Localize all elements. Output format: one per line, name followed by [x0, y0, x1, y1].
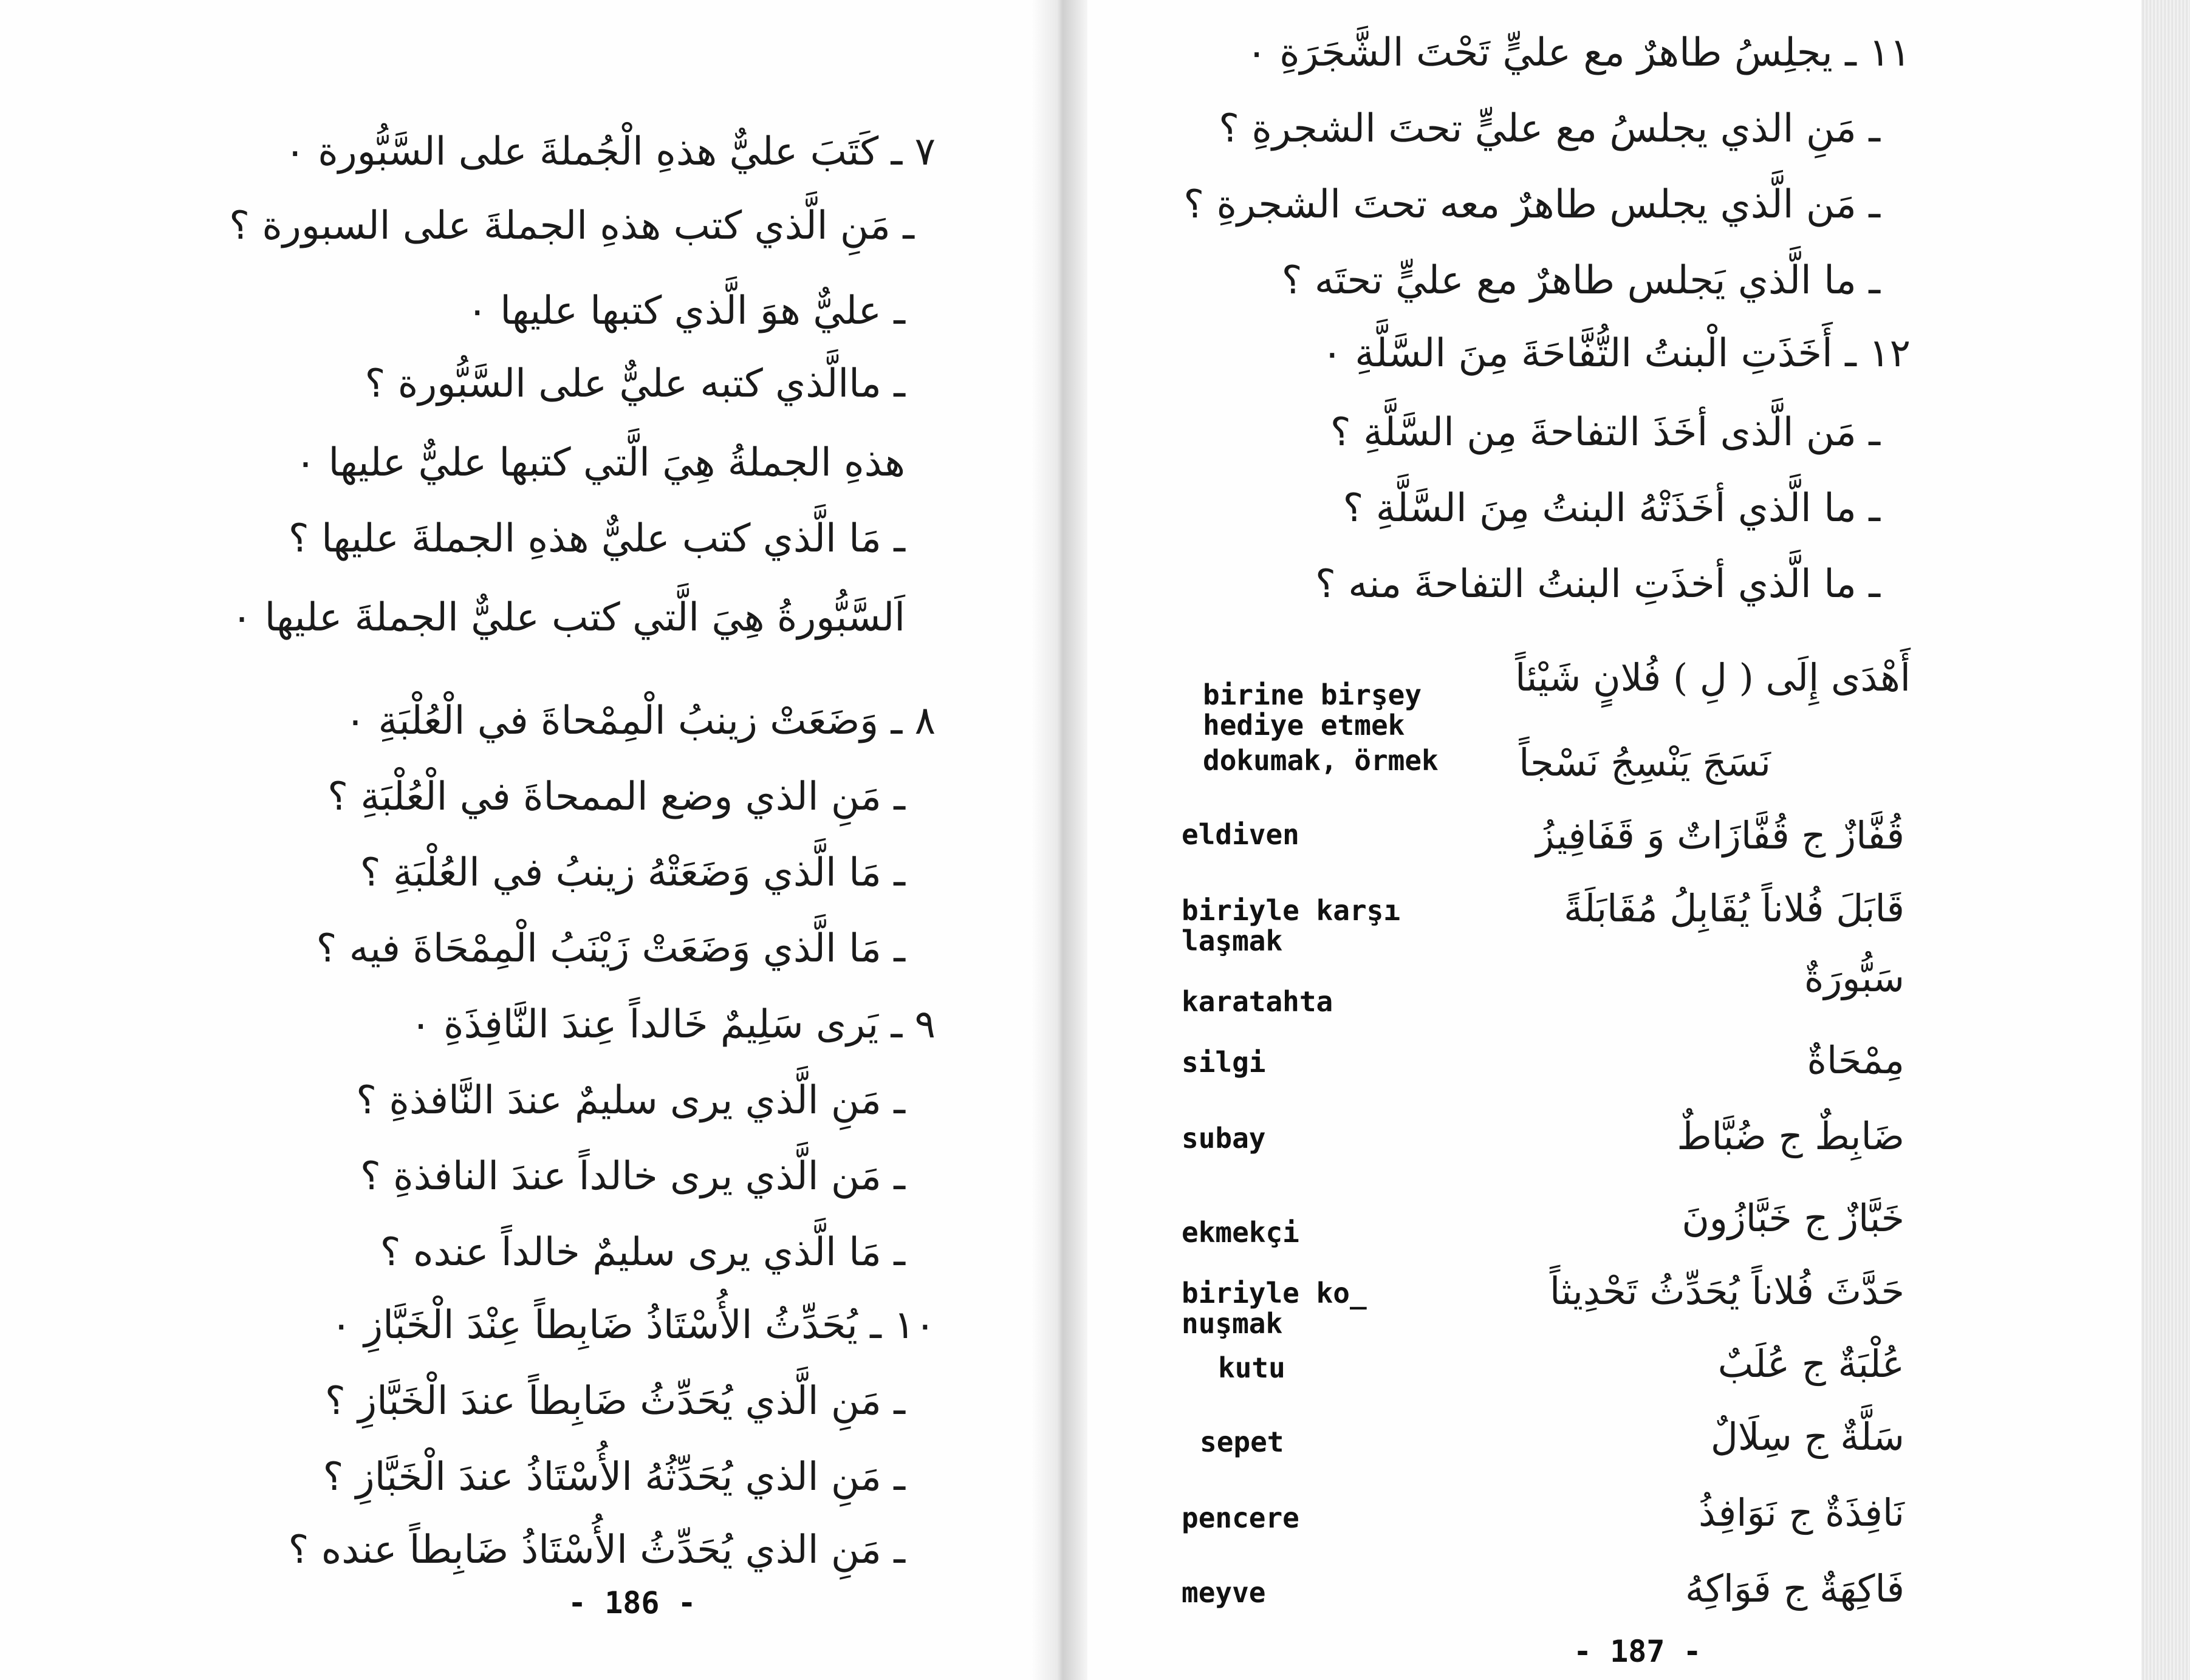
vocab-ar-8: خَبَّازٌ ج خَبَّازُونَ — [1682, 1196, 1904, 1240]
vocab-tr-11: sepet — [1200, 1426, 1284, 1458]
vocab-tr-1: birine birşey hediye etmek — [1203, 678, 1422, 742]
vocab-ar-10: عُلْبَةٌ ج عُلَبٌ — [1717, 1342, 1904, 1386]
left-line-3: ـ عليٌّ هوَ الَّذي كتبها عليها ٠ — [467, 289, 905, 333]
left-line-1: ٧ ـ كَتَبَ عليٌّ هذهِ الْجُملةَ على السَّبُّورة ٠ — [284, 129, 936, 174]
page-number-187: - 187 - — [1573, 1634, 1702, 1669]
vocab-tr-5: karatahta — [1182, 985, 1333, 1018]
left-line-17: ـ مَنِ الَّذي يُحَدِّثُ ضَابِطاً عندَ الْخَبَّازِ ؟ — [324, 1379, 905, 1424]
page-edge — [2141, 0, 2190, 1680]
vocab-ar-11: سَلَّةٌ ج سِلَالٌ — [1710, 1415, 1904, 1459]
page-number-186: - 186 - — [568, 1585, 696, 1620]
vocab-ar-2: نَسَجَ يَنْسِجُ نَسْجاً — [1519, 740, 1771, 785]
right-line-3: ـ مَن الَّذي يجلس طاهرٌ معه تحتَ الشجرةِ ؟ — [1183, 182, 1880, 227]
left-line-15: ـ مَا الَّذي يرى سليمٌ خالداً عنده ؟ — [380, 1230, 905, 1275]
vocab-tr-6: silgi — [1182, 1046, 1266, 1079]
right-line-6: ـ مَن الَّذى أخَذَ التفاحةَ مِن السَّلَّةِ ؟ — [1330, 410, 1880, 455]
vocab-ar-6: مِمْحَاةٌ — [1807, 1038, 1904, 1082]
left-line-9: ـ مَنِ الذي وضع الممحاةَ في الْعُلْبَةِ ؟ — [327, 774, 905, 819]
vocab-ar-1: أَهْدَى إِلَى ( لِ ) فُلانٍ شَيْئاً — [1515, 655, 1911, 700]
vocab-tr-9: biriyle ko_ nuşmak — [1182, 1277, 1367, 1340]
vocab-ar-7: ضَابِطٌ ج ضُبَّاطٌ — [1677, 1114, 1904, 1158]
book-gutter — [1033, 0, 1087, 1680]
left-line-8: ٨ ـ وَضَعَتْ زينبُ الْمِمْحاةَ في الْعُلْبَةِ ٠ — [344, 698, 936, 743]
vocab-tr-2: dokumak, örmek — [1203, 744, 1439, 777]
right-line-1: ١١ ـ يجلِسُ طاهرٌ مع عليٍّ تَحْتَ الشَّجَرَةِ ٠ — [1246, 30, 1911, 75]
left-line-2: ـ مَنِ الَّذي كتب هذهِ الجملةَ على السبورة ؟ — [229, 203, 914, 248]
vocab-ar-13: فَاكِهَةٌ ج فَوَاكِهُ — [1685, 1566, 1904, 1611]
vocab-tr-8: ekmekçi — [1182, 1216, 1299, 1249]
vocab-ar-4: قَابَلَ فُلاناً يُقَابِلُ مُقَابَلَةً — [1564, 886, 1904, 930]
left-line-6: ـ مَا الَّذي كتب عليٌّ هذهِ الجملةَ عليها ؟ — [288, 516, 905, 561]
right-line-2: ـ مَنِ الذي يجلسُ مع عليٍّ تحتَ الشجرةِ ؟ — [1219, 106, 1880, 151]
right-line-4: ـ ما الَّذي يَجلس طاهرٌ مع عليٍّ تحتَه ؟ — [1281, 258, 1880, 303]
vocab-tr-3: eldiven — [1182, 818, 1299, 851]
vocab-tr-4: biriyle karşı laşmak — [1182, 894, 1401, 957]
vocab-tr-10: kutu — [1218, 1351, 1285, 1384]
vocab-tr-13: meyve — [1182, 1576, 1266, 1609]
left-line-14: ـ مَن الَّذي يرى خالداً عندَ النافذةِ ؟ — [360, 1154, 905, 1199]
left-line-7: اَلسَّبُّورةُ هِيَ الَّتي كتب عليٌّ الجملةَ عليها ٠ — [231, 595, 905, 640]
right-line-5: ١٢ ـ أَخَذَتِ الْبنتُ التُّفَّاحَةَ مِنَ السَّلَّةِ ٠ — [1321, 331, 1911, 376]
left-line-18: ـ مَنِ الذي يُحَدِّثُهُ الأُسْتَاذُ عندَ الْخَبَّازِ ؟ — [323, 1455, 905, 1500]
right-line-7: ـ ما الَّذي أخَذَتْهُ البنتُ مِنَ السَّلَّةِ ؟ — [1343, 486, 1880, 531]
vocab-ar-12: نَافِذَةٌ ج نَوَافِذُ — [1699, 1490, 1904, 1535]
right-line-8: ـ ما الَّذي أخذَتِ البنتُ التفاحةَ منه ؟ — [1315, 562, 1880, 607]
left-line-5: هذهِ الجملةُ هِيَ الَّتي كتبها عليٌّ عليها ٠ — [295, 440, 905, 485]
vocab-ar-9: حَدَّثَ فُلاناً يُحَدِّثُ تَحْدِيثاً — [1549, 1269, 1904, 1313]
left-page — [0, 0, 1054, 1680]
vocab-ar-3: قُفَّازٌ ج قُفَّازَاتٌ وَ قَفَافِيزُ — [1536, 813, 1904, 858]
left-line-4: ـ ماالَّذي كتبه عليٌّ على السَّبُّورة ؟ — [364, 361, 905, 406]
left-line-11: ـ مَا الَّذي وَضَعَتْ زَيْنَبُ الْمِمْحَاةَ فيه ؟ — [316, 926, 905, 971]
vocab-ar-5: سَبُّورَةٌ — [1804, 956, 1904, 1000]
left-line-13: ـ مَنِ الَّذي يرى سليمٌ عندَ النَّافذةِ ؟ — [356, 1078, 905, 1123]
left-line-16: ١٠ ـ يُحَدِّثُ الأُسْتَاذُ ضَابِطاً عِنْدَ الْخَبَّازِ ٠ — [330, 1303, 936, 1348]
vocab-tr-12: pencere — [1182, 1501, 1299, 1534]
left-line-12: ٩ ـ يَرى سَلِيمٌ خَالداً عِندَ النَّافِذَةِ ٠ — [410, 1002, 936, 1047]
vocab-tr-7: subay — [1182, 1122, 1266, 1155]
left-line-10: ـ مَا الَّذي وَضَعَتْهُ زينبُ في العُلْبَةِ ؟ — [360, 850, 905, 895]
left-line-19: ـ مَنِ الذي يُحَدِّثُ الأُسْتَاذُ ضَابِطاً عنده ؟ — [288, 1528, 905, 1572]
